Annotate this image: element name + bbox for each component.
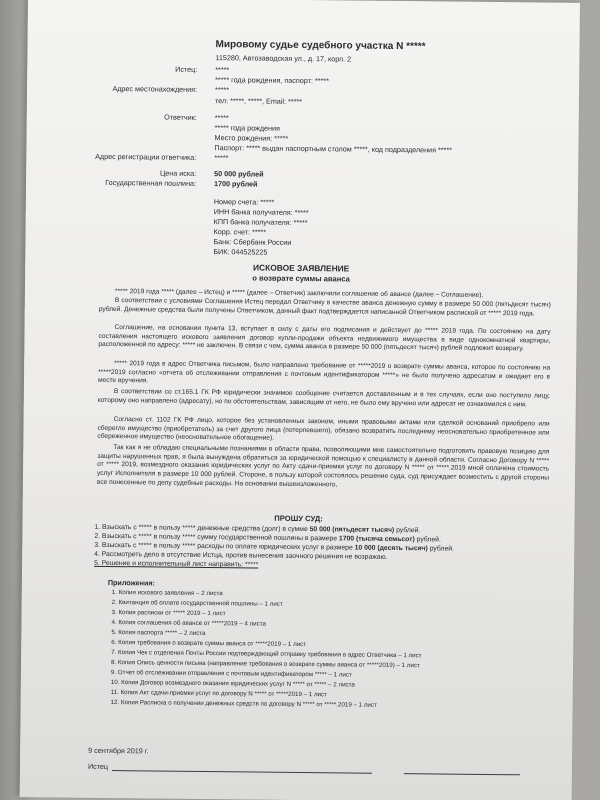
attachment-item: 5. Копия паспорта ***** – 2 листа <box>111 629 206 638</box>
attachment-item: 10. Копия Договор возмездного оказания юридических услуг N ***** от ***** – 2 листа <box>110 679 355 689</box>
bank-detail: КПП банка получателя: ***** <box>213 217 308 228</box>
attachment-item: 8. Копия Опись ценности письма (направление требования о возврате суммы аванса от *****2019) – 1 лист <box>111 659 420 670</box>
body-paragraph: В соответствии со ст.165.1 ГК РФ юридически значимое сообщение считается доставленным и в тех случаях, если оно поступило лицу, которому оно направлено (адресату), но по обстоятельствам, зависящим от него, не было ему вручено или адресат не ознакомился с ним. <box>97 388 550 409</box>
registration-label: Адрес регистрации ответчика: <box>95 151 197 162</box>
signature-date: 9 сентября 2019 г. <box>88 745 149 756</box>
petition-item: 1. Взыскать с ***** в пользу ***** денежные средства (долг) в сумме 50 000 (пятьдесят тысяч) рублей. <box>94 523 421 535</box>
defendant-passport: Паспорт: ***** выдан паспортным столом *****, код подразделения ***** <box>214 143 453 155</box>
attachment-item: 6. Копия требования о возврате суммы аванса от *****2019 – 1 лист <box>111 639 307 649</box>
body-paragraph: Согласно ст. 1102 ГК РФ лицо, которое без установленных законом, иными правовыми актами или сделкой оснований приобрело или сберегло имущество (приобретатель) за счет другого лица (потерпевшего), обязано возвратить последнему неосновательно приобретенное или сбереженное имущество (неосновательное обогащение). <box>97 416 550 443</box>
signature-line <box>112 770 372 774</box>
body-paragraph: Так как я не обладаю специальными познаниями в области права, позволяющими мне самостоятельно подготовить правовую позицию для защиты нарушенных прав, я была вынуждена обратиться за юридической помощью к специалисту в данной области. Согласно Договору N ***** от ***** 2019, возмездного оказания юридических услуг по Акту сдачи-приемки услуг по договору N ***** от *****.2019 мной оплачена стоимость услуг Исполнителя в размере 10 000 рублей. Стороне, в пользу которой состоялось решение суда, суд присуждает возместить с другой стороны все понесенные по делу судебные расходы. На основании вышеизложенного, <box>96 444 550 489</box>
attachment-item: 11. Копия Акт сдачи-приемки услуг по договору N ***** от *****2019 – 1 лист <box>110 689 327 699</box>
plaintiff-birth: ***** года рождения, паспорт: ***** <box>215 75 329 86</box>
bank-detail: Номер счета: ***** <box>213 197 275 207</box>
defendant-birthplace: Место рождения: ***** <box>214 133 289 143</box>
signer-label: Истец <box>87 761 109 771</box>
court-address: 115280, Автозаводская ул., д. 17, корп. 2 <box>215 53 352 64</box>
bank-detail: БИК: 044525225 <box>213 247 268 257</box>
body-paragraph: В соответствии с условиями Соглашения Истец передал Ответчику в качестве аванса денежную сумму в размере 50 000 (пятьдесят тысяч) рублей. Денежные средства были получены Ответчиком, данный факт подтверждается написанной Ответчиком распиской от ***** 2019 года. <box>98 297 551 318</box>
attachment-item: 9. Отчет об отслеживании отправления с почтовым идентификатором ***** – 1 лист <box>110 669 352 679</box>
petition-item: 2. Взыскать с ***** в пользу ***** сумму государственной пошлины в размере 1700 (тысяча семьсот) рублей. <box>94 532 441 544</box>
court-addressee: Мировому судье судебного участка N ***** <box>215 39 426 53</box>
petition-item: 5. Решение и исполнительный лист направить: ***** <box>94 559 259 569</box>
attachment-item: 3. Копия расписки от ***** 2019 – 1 лист <box>111 609 226 618</box>
bank-detail: ИНН банка получателя: ***** <box>213 207 309 218</box>
body-paragraph: Соглашение, на основании пункта 13, вступает в силу с даты его подписания и действует до ***** 2019 года. По состоянию на дату составления настоящего искового заявления договор купли-продажи объекта недвижимого имущества в виде однокомнатной квартиры, расположенной по адресу: ***** не заключен. В связи с чем, сумма аванса в размере 50 000 (пятьдесят тысяч) рублей подлежит возврату. <box>98 324 551 353</box>
defendant-address: ***** <box>214 153 229 163</box>
attachment-item: 7. Копия Чек с отделения Почты России подтверждающий отправку требования в адрес Ответчика – 1 лист <box>111 649 422 660</box>
claim-document <box>20 0 580 800</box>
body-paragraph: ***** 2019 года ***** (далее – Истец) и ***** (далее – Ответчик) заключили соглашение об авансе (далее – Соглашение). <box>114 288 484 299</box>
defendant-name: ***** <box>214 113 229 123</box>
defendant-label: Ответчик: <box>164 112 197 122</box>
claim-price-label: Цена иска: <box>159 168 197 178</box>
defendant-birth: ***** года рождения <box>214 123 280 133</box>
state-duty-label: Государственная пошлина: <box>105 177 197 188</box>
claim-price-value: 50 000 рублей <box>214 169 264 179</box>
plaintiff-contacts: тел: *****, *****, Email: ***** <box>214 96 303 106</box>
name-line <box>404 773 520 775</box>
plaintiff-label: Истец: <box>175 64 198 74</box>
attachment-item: 1. Копия искового заявления – 2 листа <box>111 589 223 598</box>
residence-label: Адрес местонахождения: <box>112 83 198 94</box>
petition-item: 4. Рассмотреть дело в отсутствие Истца, против вынесения заочного решения не возражаю. <box>94 550 388 561</box>
bank-detail: Банк: Сбербанк России <box>213 237 292 247</box>
petition-title: ПРОШУ СУД: <box>274 513 323 524</box>
document-title: ИСКОВОЕ ЗАЯВЛЕНИЕ <box>253 262 350 274</box>
attachment-item: 12. Копия Расписка о получении денежных средств по договору N ***** от *****.2019 – 1 лист <box>110 699 377 709</box>
plaintiff-name: ***** <box>215 65 230 75</box>
bank-detail: Корр. счет: ***** <box>213 227 267 237</box>
attachment-item: 4. Копия соглашения об авансе от *****2019 – 4 листа <box>111 619 266 628</box>
body-paragraph: ***** 2019 года в адрес Ответчика письмом, было направлено требование от *****2019 о возврате суммы аванса, которое по состоянию на *****2019 согласно «отчета об отслеживании отправления с почтовым идентификатором *****» не было получено адресатом и ожидает его в месте вручения. <box>97 360 551 385</box>
state-duty-value: 1700 рублей <box>214 179 258 189</box>
document-subtitle: о возврате суммы аванса <box>252 273 350 284</box>
attachments-title: Приложения: <box>107 577 156 588</box>
petition-item: 3. Взыскать с ***** в пользу ***** расходы по оплате юридических услуг в размере 10 000 (десять тысяч) рублей. <box>94 541 454 553</box>
document-sheet <box>20 0 580 800</box>
plaintiff-address: ***** <box>215 85 230 95</box>
attachment-item: 2. Квитанция об оплате государственной пошлины – 1 лист <box>111 599 283 608</box>
